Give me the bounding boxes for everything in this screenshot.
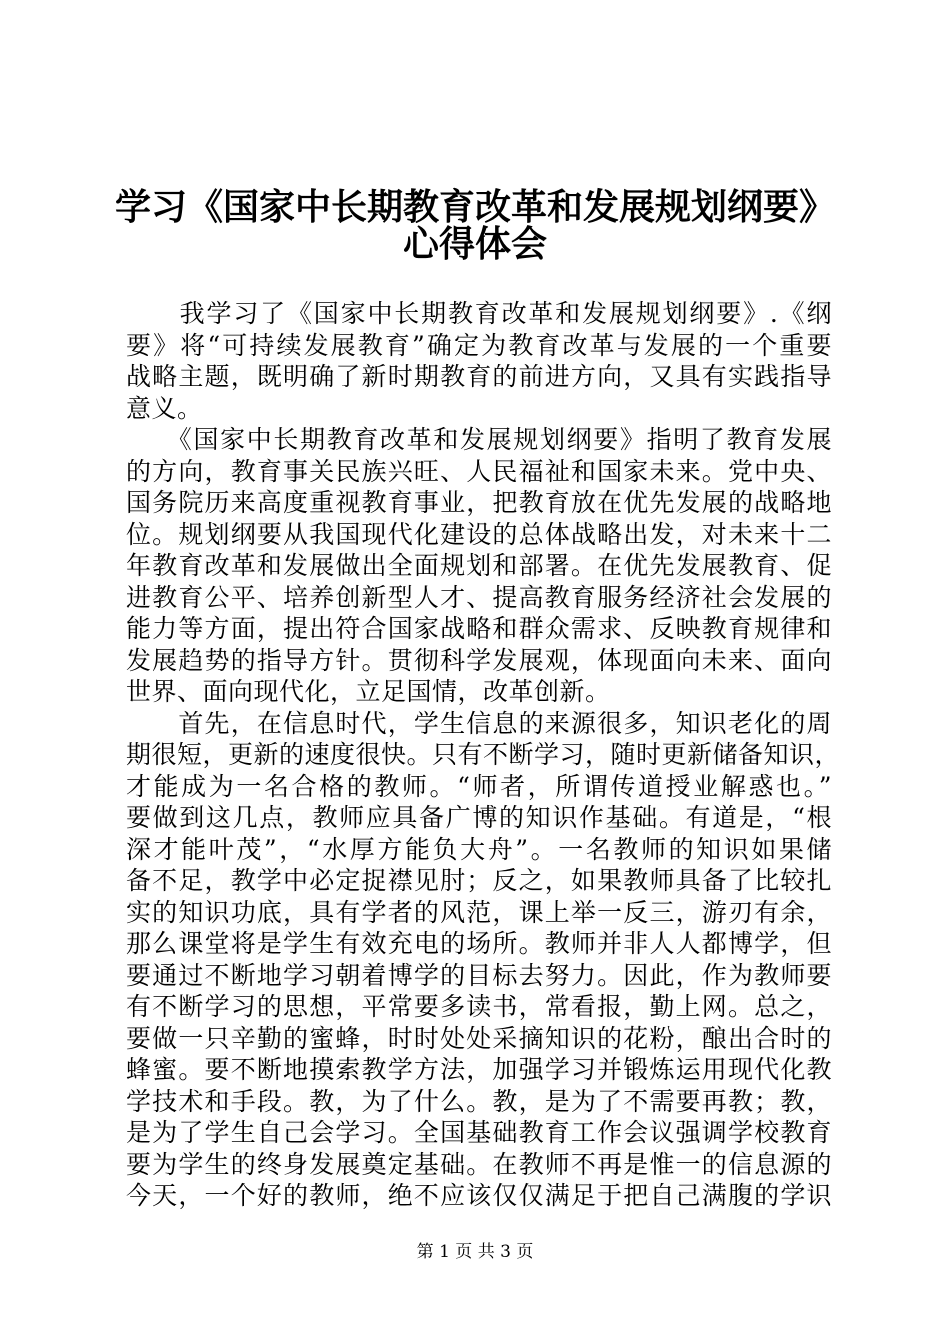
body-line: 要通过不断地学习朝着博学的目标去努力。因此，作为教师要 [126, 960, 832, 990]
page-footer: 第 1 页 共 3 页 [416, 1242, 534, 1262]
document-body [126, 298, 841, 1212]
body-line: 要》将“可持续发展教育”确定为教育改革与发展的一个重要 [126, 330, 832, 360]
body-line: 期很短，更新的速度很快。只有不断学习，随时更新储备知识， [126, 740, 841, 769]
document-title-line-2: 心得体会 [402, 224, 547, 265]
body-line: 今天，一个好的教师，绝不应该仅仅满足于把自己满腹的学识 [126, 1181, 832, 1210]
body-line: 我学习了《国家中长期教育改革和发展规划纲要》.《纲 [126, 299, 832, 328]
body-line: 要做一只辛勤的蜜蜂，时时处处采摘知识的花粉，酿出合时的 [126, 1023, 832, 1053]
body-line: 有不断学习的思想，平常要多读书，常看报，勤上网。总之， [126, 992, 832, 1021]
body-line: 学技术和手段。教，为了什么。教，是为了不需要再教；教， [126, 1086, 832, 1116]
body-line: 蜂蜜。要不断地摸索教学方法，加强学习并锻炼运用现代化教 [126, 1055, 832, 1084]
body-line: 的方向，教育事关民族兴旺、人民福祉和国家未来。党中央、 [126, 456, 832, 486]
body-line: 年教育改革和发展做出全面规划和部署。在优先发展教育、促 [126, 551, 832, 580]
body-line: 世界、面向现代化，立足国情，改革创新。 [126, 677, 611, 706]
body-line: 要做到这几点，教师应具备广博的知识作基础。有道是，“根 [126, 803, 832, 832]
body-line: 意义。 [126, 393, 203, 423]
document-title-line-1: 学习《国家中长期教育改革和发展规划纲要》 [114, 187, 835, 228]
body-line: 实的知识功底，具有学者的风范，课上举一反三，游刃有余， [126, 897, 832, 927]
body-line: 能力等方面，提出符合国家战略和群众需求、反映教育规律和 [126, 614, 832, 643]
body-line: 《国家中长期教育改革和发展规划纲要》指明了教育发展 [126, 425, 832, 454]
body-line: 进教育公平、培养创新型人才、提高教育服务经济社会发展的 [126, 582, 832, 612]
body-line: 要为学生的终身发展奠定基础。在教师不再是惟一的信息源的 [126, 1149, 832, 1179]
body-line: 国务院历来高度重视教育事业，把教育放在优先发展的战略地 [126, 488, 832, 517]
body-line: 首先，在信息时代，学生信息的来源很多，知识老化的周 [126, 708, 832, 738]
body-line: 发展趋势的指导方针。贯彻科学发展观，体现面向未来、面向 [126, 645, 832, 675]
body-line: 深才能叶茂”，“水厚方能负大舟”。一名教师的知识如果储 [126, 834, 832, 864]
body-line: 战略主题，既明确了新时期教育的前进方向，又具有实践指导 [126, 362, 832, 391]
body-line: 那么课堂将是学生有效充电的场所。教师并非人人都博学，但 [126, 929, 832, 958]
body-line: 位。规划纲要从我国现代化建设的总体战略出发，对未来十二 [126, 519, 832, 549]
body-line: 备不足，教学中必定捉襟见肘；反之，如果教师具备了比较扎 [126, 866, 832, 895]
body-line: 是为了学生自己会学习。全国基础教育工作会议强调学校教育 [126, 1118, 832, 1147]
body-line: 才能成为一名合格的教师。“师者，所谓传道授业解惑也。” [126, 771, 832, 801]
